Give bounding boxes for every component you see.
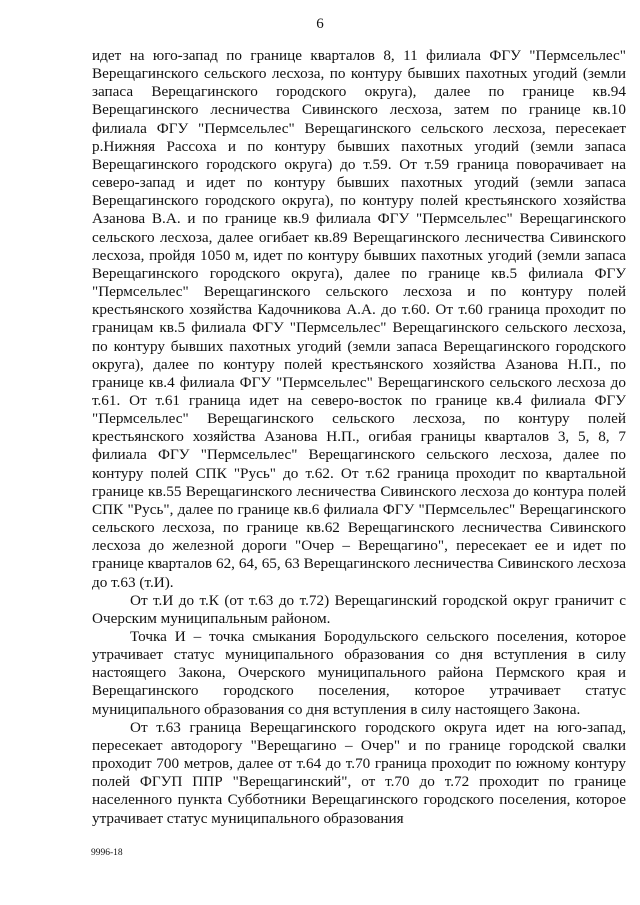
document-code: 9996-18: [91, 848, 123, 858]
page-number: 6: [316, 16, 324, 32]
paragraph-ocher-border: От т.И до т.К (от т.63 до т.72) Верещагинский городской округ граничит с Очерским муниципальным районом.: [92, 591, 626, 627]
paragraph-boundary-description: идет на юго-запад по границе кварталов 8, 11 филиала ФГУ "Пермсельлес" Верещагинского сельского лесхоза, по контуру бывших пахотных угодий (земли запаса Верещагинского городского округа), далее по границе кв.94 Верещагинского лесничества Сивинского лесхоза, затем по границе кв.10 филиала ФГУ "Пермсельлес" Верещагинского сельского лесхоза, пересекает р.Нижняя Рассоха и по контуру бывших пахотных угодий (земли запаса Верещагинского городского округа) до т.59. От т.59 граница поворачивает на северо-запад и идет по контуру бывших пахотных угодий (земли запаса Верещагинского городского округа), по контуру полей крестьянского хозяйства Азанова В.А. и по границе кв.9 филиала ФГУ "Пермсельлес" Верещагинского сельского лесхоза, далее огибает кв.89 Верещагинского лесничества Сивинского лесхоза, пройдя 1050 м, идет по контуру бывших пахотных угодий (земли запаса Верещагинского городского округа), далее по границе кв.5 филиала ФГУ "Пермсельлес" Верещагинского сельского лесхоза и по контуру полей крестьянского хозяйства Кадочникова А.А. до т.60. От т.60 граница проходит по границам кв.5 филиала ФГУ "Пермсельлес" Верещагинского сельского лесхоза, по контуру бывших пахотных угодий (земли запаса Верещагинского городского округа), далее по контуру полей крестьянского хозяйства Азанова Н.П., по границе кв.4 филиала ФГУ "Пермсельлес" Верещагинского сельского лесхоза до т.61. От т.61 граница идет на северо-восток по границе кв.4 филиала ФГУ "Пермсельлес" Верещагинского сельского лесхоза, по контуру полей крестьянского хозяйства Азанова Н.П., огибая границы кварталов 3, 5, 8, 7 филиала ФГУ "Пермсельлес" Верещагинского сельского лесхоза, далее по контуру полей СПК "Русь" до т.62. От т.62 граница проходит по квартальной границе кв.55 Верещагинского лесничества Сивинского лесхоза до контура полей СПК "Русь", далее по границе кв.6 филиала ФГУ "Пермсельлес" Верещагинского сельского лесхоза, по границе кв.62 Верещагинского лесничества Сивинского лесхоза до железной дороги "Очер – Верещагино", пересекает ее и идет по границе кварталов 62, 64, 65, 63 Верещагинского лесничества Сивинского лесхоза до т.63 (т.И).: [92, 47, 626, 591]
paragraph-southwest-route: От т.63 граница Верещагинского городского округа идет на юго-запад, пересекает автодорогу "Верещагино – Очер" и по границе городской свалки проходит 700 метров, далее от т.64 до т.70 граница проходит по южному контуру полей ФГУП ППР "Верещагинский", от т.70 до т.72 проходит по границе населенного пункта Субботники Верещагинского городского поселения, которое утрачивает статус муниципального образования: [92, 718, 626, 827]
document-body: [92, 47, 626, 828]
paragraph-point-i: Точка И – точка смыкания Бородульского сельского поселения, которое утрачивает статус муниципального образования со дня вступления в силу настоящего Закона, Очерского муниципального района Пермского края и Верещагинского городского поселения, которое утрачивает статус муниципального образования со дня вступления в силу настоящего Закона.: [92, 628, 626, 718]
